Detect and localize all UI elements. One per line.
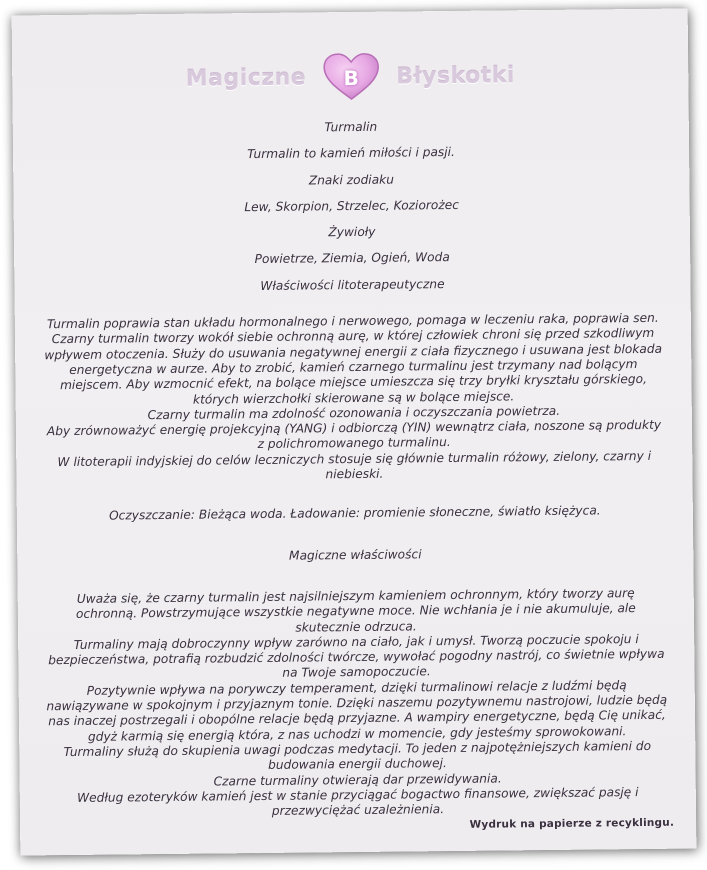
therapy-line: miejscem. Aby wzmocnić efekt, na bolące miejsce umieszcza się trzy bryłki kryształu górskiego, bbox=[59, 372, 648, 393]
magic-line: budowania energii duchowej. bbox=[268, 756, 447, 773]
therapy-line: Turmalin poprawia stan układu hormonalnego i nerwowego, pomaga w leczeniu raka, poprawia sen. bbox=[46, 310, 659, 332]
zodiac-signs: Lew, Skorpion, Strzelec, Koziorożec bbox=[244, 197, 459, 215]
recycled-paper-note: Wydruk na papierze z recyklingu. bbox=[469, 816, 675, 831]
magic-line: Uważa się, że czarny turmalin jest najsilniejszym kamieniem ochronnym, który tworzy aurę bbox=[76, 586, 635, 606]
magic-line: ochronną. Powstrzymujące wszystkie negatywne moce. Nie wchłania je i nie akumuluje, ale bbox=[75, 601, 636, 622]
magic-line: przezwyciężać uzależnienia. bbox=[271, 802, 445, 818]
printed-sheet bbox=[12, 8, 697, 855]
therapy-line: Czarny turmalin ma zdolność ozonowania i oczyszczania powietrza. bbox=[147, 403, 561, 423]
heart-letter: B bbox=[343, 65, 359, 91]
therapy-line: Czarny turmalin tworzy wokół siebie ochronną aurę, w której człowiek chroni się przed szkodliwym bbox=[51, 326, 655, 347]
logo-right-word: Błyskotki bbox=[396, 62, 515, 90]
magic-line: na Twoje samopoczucie. bbox=[282, 664, 431, 681]
stone-name: Turmalin bbox=[324, 119, 378, 135]
magic-paragraph bbox=[40, 586, 674, 822]
elements-title: Żywioły bbox=[328, 224, 376, 240]
cleansing-line: Oczyszczanie: Bieżąca woda. Ładowanie: promienie słoneczne, światło księżyca. bbox=[108, 503, 601, 523]
magic-line: Turmaliny mają dobroczynny wpływ zarówno na ciało, jak i umysł. Tworzą poczucie spokoju i bbox=[73, 631, 639, 652]
therapy-line: niebieski. bbox=[325, 466, 384, 482]
therapy-line: z polichromowanego turmalinu. bbox=[257, 435, 451, 452]
zodiac-title: Znaki zodiaku bbox=[308, 172, 394, 188]
magic-line: nas inaczej postrzegali i obopólne relacje będą przyjazne. A wampiry energetyczne, będą Cię unikać, bbox=[48, 708, 666, 729]
logo-left-word: Magiczne bbox=[185, 64, 307, 92]
magic-line: gdyż karmią się energią która, z nas uchodzi w momencie, gdy jesteśmy sprowokowani. bbox=[87, 723, 627, 744]
magic-line: Turmaliny służą do skupienia uwagi podczas medytacji. To jeden z najpotężniejszych kamieni do bbox=[63, 738, 652, 759]
therapy-line: wpływem otoczenia. Służy do usuwania negatywnej energii z ciała fizycznego i usuwana jest blokada bbox=[44, 341, 663, 362]
magic-line: nawiązywane w spokojnym i przyjaznym tonie. Dzięki naszemu pozytywnemu nastrojowi, ludzie będą bbox=[46, 692, 668, 714]
elements-list: Powietrze, Ziemia, Ogień, Woda bbox=[254, 250, 450, 267]
summary-block bbox=[35, 117, 669, 297]
magic-line: Według ezoteryków kamień jest w stanie przyciągać bogactwo finansowe, zwiększać pasję i bbox=[76, 784, 639, 805]
therapy-paragraph bbox=[37, 311, 671, 486]
therapy-line: W litoterapii indyjskiej do celów leczniczych stosuje się głównie turmalin różowy, zielony, czarny i bbox=[57, 448, 652, 469]
therapy-title: Właściwości litoterapeutyczne bbox=[260, 276, 445, 293]
therapy-line: Aby zrównoważyć energię projekcyjną (YANG) i odbiorczą (YIN) wewnątrz ciała, noszone są produkty bbox=[46, 417, 662, 439]
magic-line: bezpieczeństwa, potrafią rozbudzić zdolności twórcze, wywołać pogodny nastrój, co świetnie wpływa bbox=[48, 646, 665, 668]
therapy-line: których wierzchołki skierowane są w bolące miejsce. bbox=[192, 388, 515, 407]
heart-icon bbox=[322, 52, 381, 103]
therapy-line: energetyczna w aurze. Aby to zrobić, kamień czarnego turmalinu jest trzymany nad bolącym bbox=[69, 356, 638, 377]
magic-title: Magiczne właściwości bbox=[288, 546, 422, 563]
stone-intro: Turmalin to kamień miłości i pasji. bbox=[247, 145, 455, 162]
magic-line: Czarne turmaliny otwierają dar przewidywania. bbox=[213, 770, 502, 788]
magic-line: Pozytywnie wpływa na porywczy temperament, dzięki turmalinowi relacje z ludźmi będą bbox=[86, 677, 627, 698]
brand-logo bbox=[12, 48, 688, 105]
magic-line: skutecznie odrzuca. bbox=[295, 618, 417, 635]
document-body bbox=[35, 117, 674, 822]
